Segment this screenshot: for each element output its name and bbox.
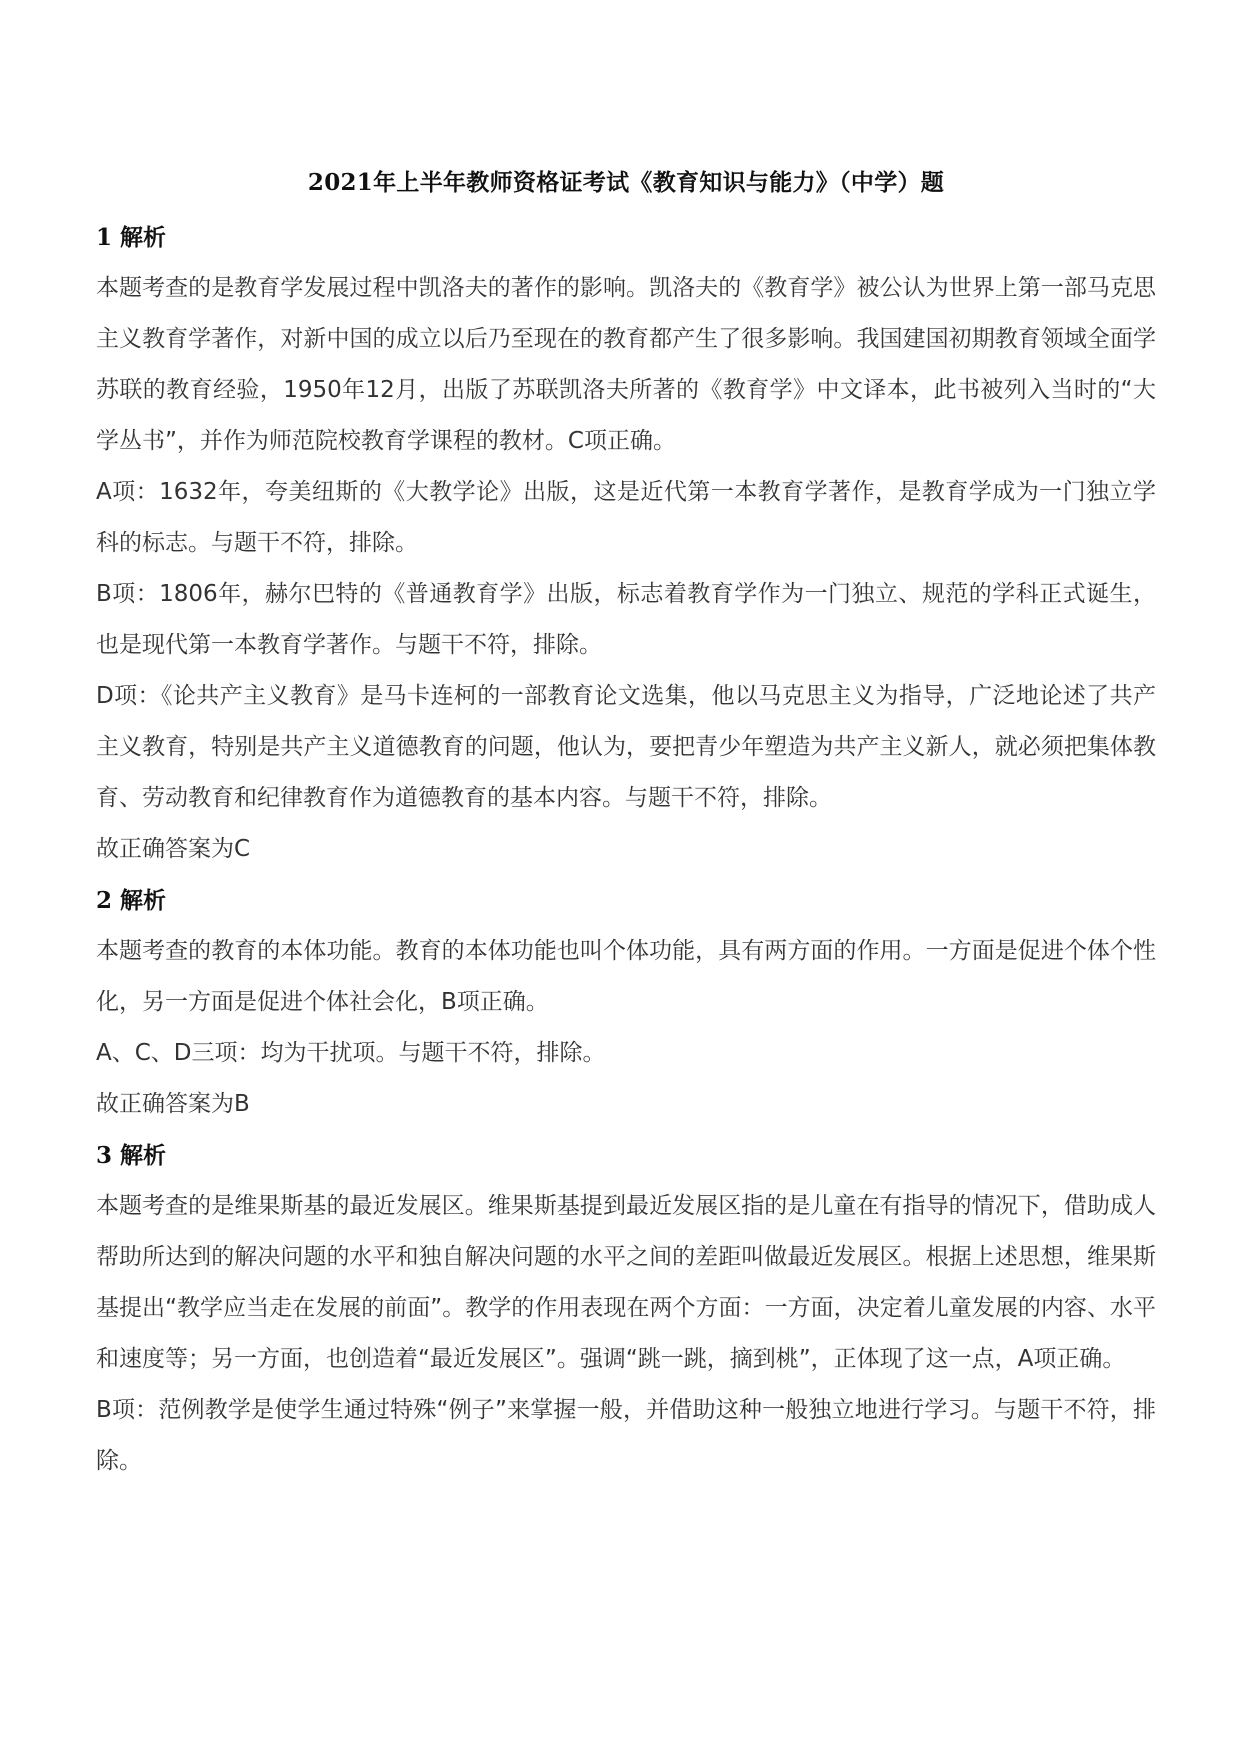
answer-line: 故正确答案为B — [96, 1091, 250, 1117]
document-page — [96, 160, 1156, 1487]
section-3 — [96, 1130, 1156, 1487]
section-2 — [96, 875, 1156, 1130]
paragraph: 本题考查的是教育学发展过程中凯洛夫的著作的影响。凯洛夫的《教育学》被公认为世界上第一部马克思主义教育学著作，对新中国的成立以后乃至现在的教育都产生了很多影响。我国建国初期教育领域全面学苏联的教育经验，1950年12月，出版了苏联凯洛夫所著的《教育学》中文译本，此书被列入当时的“大学丛书”，并作为师范院校教育学课程的教材。C项正确。 — [96, 275, 1156, 454]
paragraph: D项：《论共产主义教育》是马卡连柯的一部教育论文选集，他以马克思主义为指导，广泛地论述了共产主义教育，特别是共产主义道德教育的问题，他认为，要把青少年塑造为共产主义新人，就必须把集体教育、劳动教育和纪律教育作为道德教育的基本内容。与题干不符，排除。 — [96, 683, 1156, 811]
section-heading: 3 解析 — [96, 1142, 167, 1169]
answer-line: 故正确答案为C — [96, 836, 251, 862]
section-1 — [96, 212, 1156, 875]
paragraph: 本题考查的教育的本体功能。教育的本体功能也叫个体功能，具有两方面的作用。一方面是促进个体个性化，另一方面是促进个体社会化，B项正确。 — [96, 938, 1156, 1015]
paragraph: A项：1632年，夸美纽斯的《大教学论》出版，这是近代第一本教育学著作，是教育学成为一门独立学科的标志。与题干不符，排除。 — [96, 479, 1156, 556]
paragraph: 本题考查的是维果斯基的最近发展区。维果斯基提到最近发展区指的是儿童在有指导的情况下，借助成人帮助所达到的解决问题的水平和独自解决问题的水平之间的差距叫做最近发展区。根据上述思想，维果斯基提出“教学应当走在发展的前面”。教学的作用表现在两个方面：一方面，决定着儿童发展的内容、水平和速度等；另一方面，也创造着“最近发展区”。强调“跳一跳，摘到桃”，正体现了这一点，A项正确。 — [96, 1193, 1156, 1372]
paragraph: A、C、D三项：均为干扰项。与题干不符，排除。 — [96, 1040, 606, 1066]
paragraph: B项：范例教学是使学生通过特殊“例子”来掌握一般，并借助这种一般独立地进行学习。与题干不符，排除。 — [96, 1397, 1156, 1474]
section-heading: 1 解析 — [96, 224, 167, 251]
document-title: 2021年上半年教师资格证考试《教育知识与能力》（中学）题 — [307, 169, 945, 196]
paragraph: B项：1806年，赫尔巴特的《普通教育学》出版，标志着教育学作为一门独立、规范的学科正式诞生，也是现代第一本教育学著作。与题干不符，排除。 — [96, 581, 1156, 658]
section-heading: 2 解析 — [96, 887, 167, 914]
